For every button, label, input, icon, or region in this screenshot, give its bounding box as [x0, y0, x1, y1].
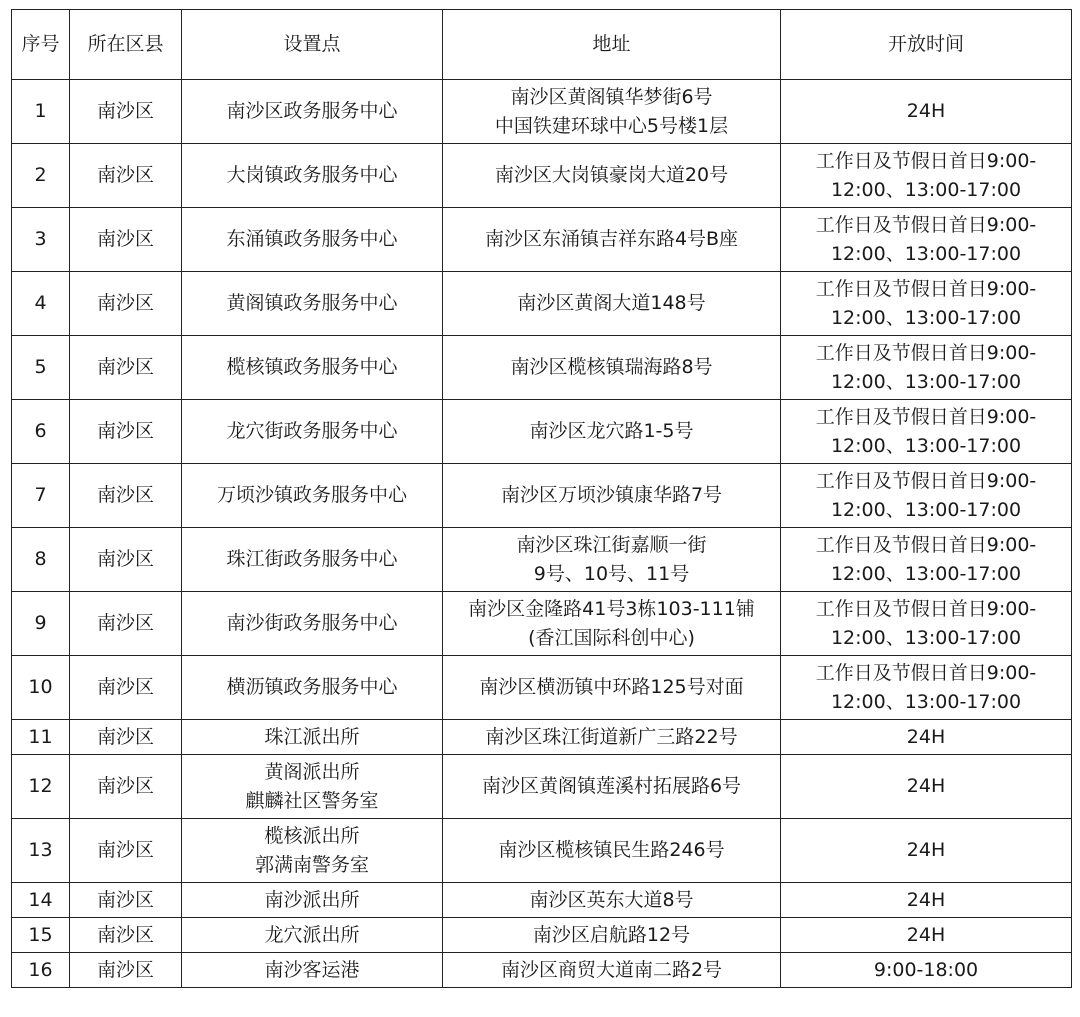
table-row: [12, 336, 1072, 400]
cell-site-line: 龙穴派出所: [264, 923, 360, 946]
cell-address: [443, 656, 781, 720]
cell-district: 南沙区: [70, 464, 182, 528]
cell-opening-hours-line: 12:00、13:00-17:00: [830, 626, 1022, 649]
table-row: [12, 656, 1072, 720]
cell-opening-hours-line: 12:00、13:00-17:00: [830, 178, 1022, 201]
cell-address-line: 南沙区珠江街嘉顺一街: [516, 533, 707, 556]
cell-site: [182, 144, 443, 208]
table-row: [12, 720, 1072, 755]
cell-opening-hours-line: 12:00、13:00-17:00: [830, 306, 1022, 329]
header-district: 所在区县: [70, 10, 182, 80]
cell-opening-hours: [781, 528, 1072, 592]
cell-opening-hours: [781, 208, 1072, 272]
cell-opening-hours-line: 12:00、13:00-17:00: [830, 498, 1022, 521]
cell-site-line: 珠江街政务服务中心: [226, 548, 398, 570]
cell-opening-hours: [781, 720, 1072, 755]
cell-site-line: 珠江派出所: [264, 725, 360, 748]
cell-district: 南沙区: [70, 755, 182, 819]
cell-address: [443, 720, 781, 755]
cell-site-line: 横沥镇政务服务中心: [226, 676, 398, 698]
cell-opening-hours-line: 12:00、13:00-17:00: [830, 562, 1022, 585]
cell-opening-hours: [781, 755, 1072, 819]
table-body: [12, 80, 1072, 988]
cell-site-line: 龙穴街政务服务中心: [226, 420, 398, 442]
cell-district: 南沙区: [70, 819, 182, 883]
cell-site-line: 大岗镇政务服务中心: [226, 164, 398, 186]
cell-site: [182, 592, 443, 656]
cell-district: 南沙区: [70, 528, 182, 592]
cell-site-line: 东涌镇政务服务中心: [226, 228, 398, 250]
cell-opening-hours-line: 12:00、13:00-17:00: [830, 370, 1022, 393]
cell-opening-hours-line: 24H: [906, 923, 946, 946]
cell-district: 南沙区: [70, 720, 182, 755]
cell-address: [443, 953, 781, 988]
cell-site: [182, 528, 443, 592]
cell-opening-hours-line: 24H: [906, 725, 946, 748]
cell-opening-hours-line: 12:00、13:00-17:00: [830, 690, 1022, 713]
table-row: [12, 464, 1072, 528]
header-opening-hours: 开放时间: [781, 10, 1072, 80]
cell-site-line: 南沙街政务服务中心: [226, 612, 398, 634]
cell-address: [443, 528, 781, 592]
cell-site: [182, 80, 443, 144]
cell-district: 南沙区: [70, 918, 182, 953]
cell-address: [443, 883, 781, 918]
cell-serial-number: 5: [12, 336, 70, 400]
cell-serial-number: 7: [12, 464, 70, 528]
cell-opening-hours-line: 工作日及节假日首日9:00-: [815, 149, 1037, 172]
cell-opening-hours-line: 12:00、13:00-17:00: [830, 434, 1022, 457]
cell-opening-hours: [781, 953, 1072, 988]
cell-site-line: 黄阁镇政务服务中心: [226, 292, 398, 314]
cell-opening-hours: [781, 883, 1072, 918]
cell-district: 南沙区: [70, 883, 182, 918]
cell-serial-number: 11: [12, 720, 70, 755]
cell-address-line: 南沙区黄阁镇莲溪村拓展路6号: [481, 775, 742, 797]
cell-opening-hours: [781, 336, 1072, 400]
cell-address-line: 南沙区榄核镇民生路246号: [498, 839, 725, 861]
cell-opening-hours: [781, 918, 1072, 953]
table-row: [12, 80, 1072, 144]
cell-opening-hours-line: 24H: [906, 100, 946, 122]
cell-address-line: 南沙区榄核镇瑞海路8号: [510, 356, 713, 378]
table-row: [12, 528, 1072, 592]
cell-site-line: 麒麟社区警务室: [245, 789, 379, 812]
cell-district: 南沙区: [70, 400, 182, 464]
cell-opening-hours-line: 工作日及节假日首日9:00-: [815, 405, 1037, 428]
cell-district: 南沙区: [70, 272, 182, 336]
table-row: [12, 918, 1072, 953]
cell-address-line: 南沙区黄阁大道148号: [517, 292, 706, 314]
cell-address-line: 南沙区启航路12号: [532, 923, 691, 946]
cell-address-line: 南沙区龙穴路1-5号: [529, 420, 694, 442]
cell-site: [182, 272, 443, 336]
cell-district: 南沙区: [70, 592, 182, 656]
service-points-table: [11, 9, 1072, 988]
cell-opening-hours: [781, 400, 1072, 464]
cell-address-line: 南沙区东涌镇吉祥东路4号B座: [484, 228, 739, 250]
cell-address-line: 南沙区横沥镇中环路125号对面: [479, 676, 744, 698]
cell-address-line: 南沙区珠江街道新广三路22号: [485, 725, 738, 748]
cell-site-line: 万顷沙镇政务服务中心: [216, 484, 407, 506]
table-row: [12, 883, 1072, 918]
cell-site-line: 南沙派出所: [264, 888, 360, 911]
cell-opening-hours: [781, 80, 1072, 144]
cell-address: [443, 755, 781, 819]
cell-address-line: 南沙区万顷沙镇康华路7号: [500, 484, 723, 506]
cell-address: [443, 918, 781, 953]
cell-opening-hours: [781, 656, 1072, 720]
cell-site: [182, 720, 443, 755]
cell-opening-hours-line: 9:00-18:00: [873, 958, 979, 981]
header-serial-number: 序号: [12, 10, 70, 80]
cell-serial-number: 12: [12, 755, 70, 819]
table-header-row: [12, 10, 1072, 80]
cell-site: [182, 464, 443, 528]
cell-serial-number: 3: [12, 208, 70, 272]
cell-opening-hours-line: 12:00、13:00-17:00: [830, 242, 1022, 265]
cell-address: [443, 208, 781, 272]
cell-address: [443, 272, 781, 336]
cell-opening-hours-line: 工作日及节假日首日9:00-: [815, 277, 1037, 300]
cell-opening-hours-line: 工作日及节假日首日9:00-: [815, 597, 1037, 620]
cell-opening-hours: [781, 592, 1072, 656]
cell-address-line: (香江国际科创中心): [528, 626, 695, 649]
cell-address: [443, 80, 781, 144]
cell-address: [443, 400, 781, 464]
cell-site-line: 榄核派出所: [264, 824, 360, 847]
table-row: [12, 144, 1072, 208]
cell-site: [182, 656, 443, 720]
cell-opening-hours: [781, 819, 1072, 883]
cell-site: [182, 918, 443, 953]
cell-district: 南沙区: [70, 336, 182, 400]
cell-address: [443, 592, 781, 656]
cell-address-line: 中国铁建环球中心5号楼1层: [494, 114, 729, 137]
cell-serial-number: 15: [12, 918, 70, 953]
cell-site: [182, 953, 443, 988]
cell-site: [182, 755, 443, 819]
cell-serial-number: 16: [12, 953, 70, 988]
cell-site: [182, 400, 443, 464]
cell-address: [443, 336, 781, 400]
cell-site-line: 榄核镇政务服务中心: [226, 356, 398, 378]
cell-opening-hours-line: 工作日及节假日首日9:00-: [815, 469, 1037, 492]
cell-district: 南沙区: [70, 208, 182, 272]
cell-address-line: 9号、10号、11号: [533, 562, 690, 585]
cell-address: [443, 144, 781, 208]
cell-site: [182, 208, 443, 272]
cell-address-line: 南沙区英东大道8号: [529, 888, 694, 911]
cell-opening-hours: [781, 464, 1072, 528]
cell-district: 南沙区: [70, 953, 182, 988]
table-row: [12, 953, 1072, 988]
table-row: [12, 819, 1072, 883]
cell-address-line: 南沙区金隆路41号3栋103-111铺: [468, 597, 755, 620]
cell-address-line: 南沙区大岗镇豪岗大道20号: [494, 164, 729, 186]
cell-serial-number: 14: [12, 883, 70, 918]
cell-site-line: 南沙区政务服务中心: [226, 100, 398, 122]
cell-site: [182, 336, 443, 400]
cell-serial-number: 8: [12, 528, 70, 592]
cell-site-line: 郭满南警务室: [254, 853, 369, 876]
cell-serial-number: 10: [12, 656, 70, 720]
table-row: [12, 272, 1072, 336]
cell-serial-number: 1: [12, 80, 70, 144]
cell-opening-hours-line: 工作日及节假日首日9:00-: [815, 213, 1037, 236]
cell-opening-hours-line: 24H: [906, 839, 946, 861]
cell-serial-number: 2: [12, 144, 70, 208]
table-row: [12, 592, 1072, 656]
cell-site: [182, 883, 443, 918]
cell-opening-hours-line: 24H: [906, 775, 946, 797]
cell-opening-hours: [781, 272, 1072, 336]
table-row: [12, 208, 1072, 272]
cell-site-line: 南沙客运港: [264, 958, 360, 981]
cell-address: [443, 464, 781, 528]
cell-opening-hours-line: 工作日及节假日首日9:00-: [815, 341, 1037, 364]
table-row: [12, 755, 1072, 819]
cell-address-line: 南沙区黄阁镇华梦街6号: [510, 85, 713, 108]
cell-district: 南沙区: [70, 80, 182, 144]
cell-opening-hours: [781, 144, 1072, 208]
cell-serial-number: 9: [12, 592, 70, 656]
cell-site-line: 黄阁派出所: [264, 760, 360, 783]
cell-serial-number: 4: [12, 272, 70, 336]
cell-district: 南沙区: [70, 656, 182, 720]
cell-address: [443, 819, 781, 883]
cell-opening-hours-line: 24H: [906, 888, 946, 911]
header-address: 地址: [443, 10, 781, 80]
cell-serial-number: 6: [12, 400, 70, 464]
header-site: 设置点: [182, 10, 443, 80]
cell-opening-hours-line: 工作日及节假日首日9:00-: [815, 533, 1037, 556]
cell-opening-hours-line: 工作日及节假日首日9:00-: [815, 661, 1037, 684]
table-row: [12, 400, 1072, 464]
cell-address-line: 南沙区商贸大道南二路2号: [500, 958, 723, 981]
cell-site: [182, 819, 443, 883]
cell-serial-number: 13: [12, 819, 70, 883]
cell-district: 南沙区: [70, 144, 182, 208]
